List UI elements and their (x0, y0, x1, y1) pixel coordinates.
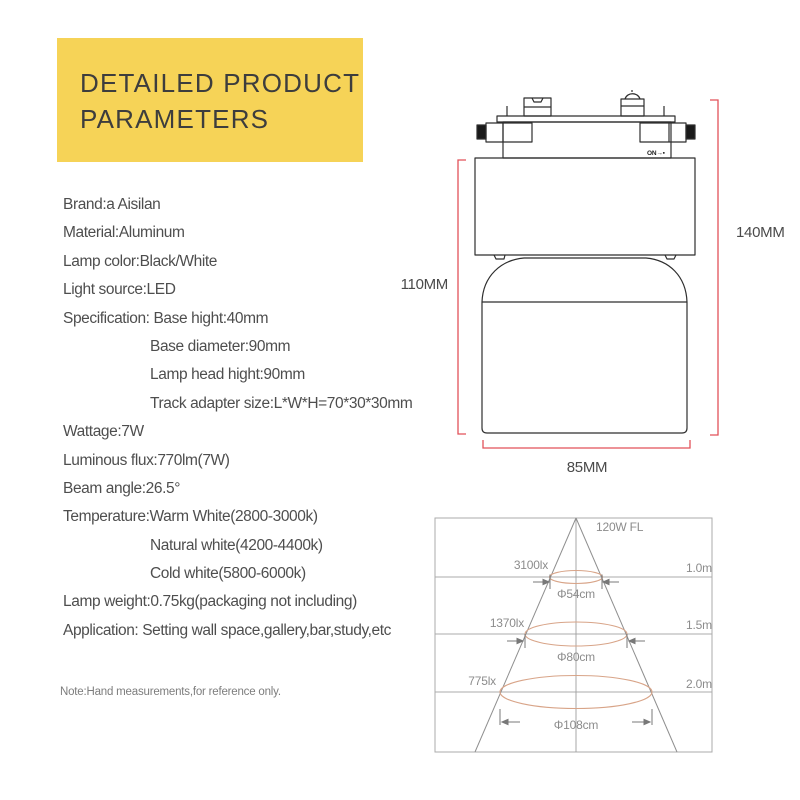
spec-row: Specification: Base hight:40mm (63, 309, 269, 327)
page-title (80, 65, 360, 137)
spec-row: Application: Setting wall space,gallery,bar,study,etc (63, 621, 392, 639)
lux-level-3: 775lx (468, 674, 496, 688)
header-banner (57, 38, 363, 162)
spec-row: Luminous flux:770lm(7W) (63, 451, 230, 469)
spec-row: Beam angle:26.5° (63, 479, 180, 497)
dimension-base-width: 85MM (566, 459, 608, 476)
dimension-total-height: 140MM (736, 224, 785, 241)
diameter-level-1: Φ54cm (557, 587, 595, 601)
lamp-base-drawing (475, 158, 695, 259)
note-text: Note:Hand measurements,for reference only. (60, 686, 281, 698)
track-adapter-drawing (477, 90, 695, 158)
spec-row: Cold white(5800-6000k) (150, 565, 306, 583)
dimension-lines (458, 100, 718, 448)
spec-row: Wattage:7W (63, 423, 144, 441)
lamp-technical-drawing (400, 85, 790, 485)
spec-row: Natural white(4200-4400k) (150, 536, 323, 554)
spec-row: Lamp weight:0.75kg(packaging not including) (63, 593, 357, 611)
beam-cone (475, 518, 677, 752)
page-title-line2: PARAMETERS (80, 104, 270, 134)
distance-level-1: 1.0m (686, 561, 712, 575)
spec-row: Base diameter:90mm (150, 337, 291, 355)
spec-row: Brand:a Aisilan (63, 196, 161, 213)
spec-row: Material:Aluminum (63, 224, 185, 242)
spec-row: Temperature:Warm White(2800-3000k) (63, 508, 318, 526)
spec-row: Lamp color:Black/White (63, 252, 218, 270)
dimension-body-height: 110MM (400, 276, 448, 293)
lux-level-2: 1370lx (489, 616, 524, 630)
diameter-level-3: Φ108cm (553, 718, 599, 732)
on-switch-label: ON→▪ (647, 150, 665, 157)
lux-level-1: 3100lx (513, 558, 548, 572)
page-title-line1: DETAILED PRODUCT (80, 68, 361, 98)
lamp-head-drawing (482, 258, 687, 433)
beam-source-label: 120W FL (596, 520, 644, 534)
distance-level-3: 2.0m (686, 677, 712, 691)
spec-row: Lamp head hight:90mm (150, 366, 305, 384)
beam-spread-diagram (430, 505, 790, 765)
spec-list (63, 191, 443, 645)
distance-level-2: 1.5m (686, 618, 712, 632)
spec-row: Track adapter size:L*W*H=70*30*30mm (150, 394, 413, 412)
beam-grid (435, 518, 712, 752)
spec-row: Light source:LED (63, 281, 176, 299)
diameter-level-2: Φ80cm (557, 650, 595, 664)
